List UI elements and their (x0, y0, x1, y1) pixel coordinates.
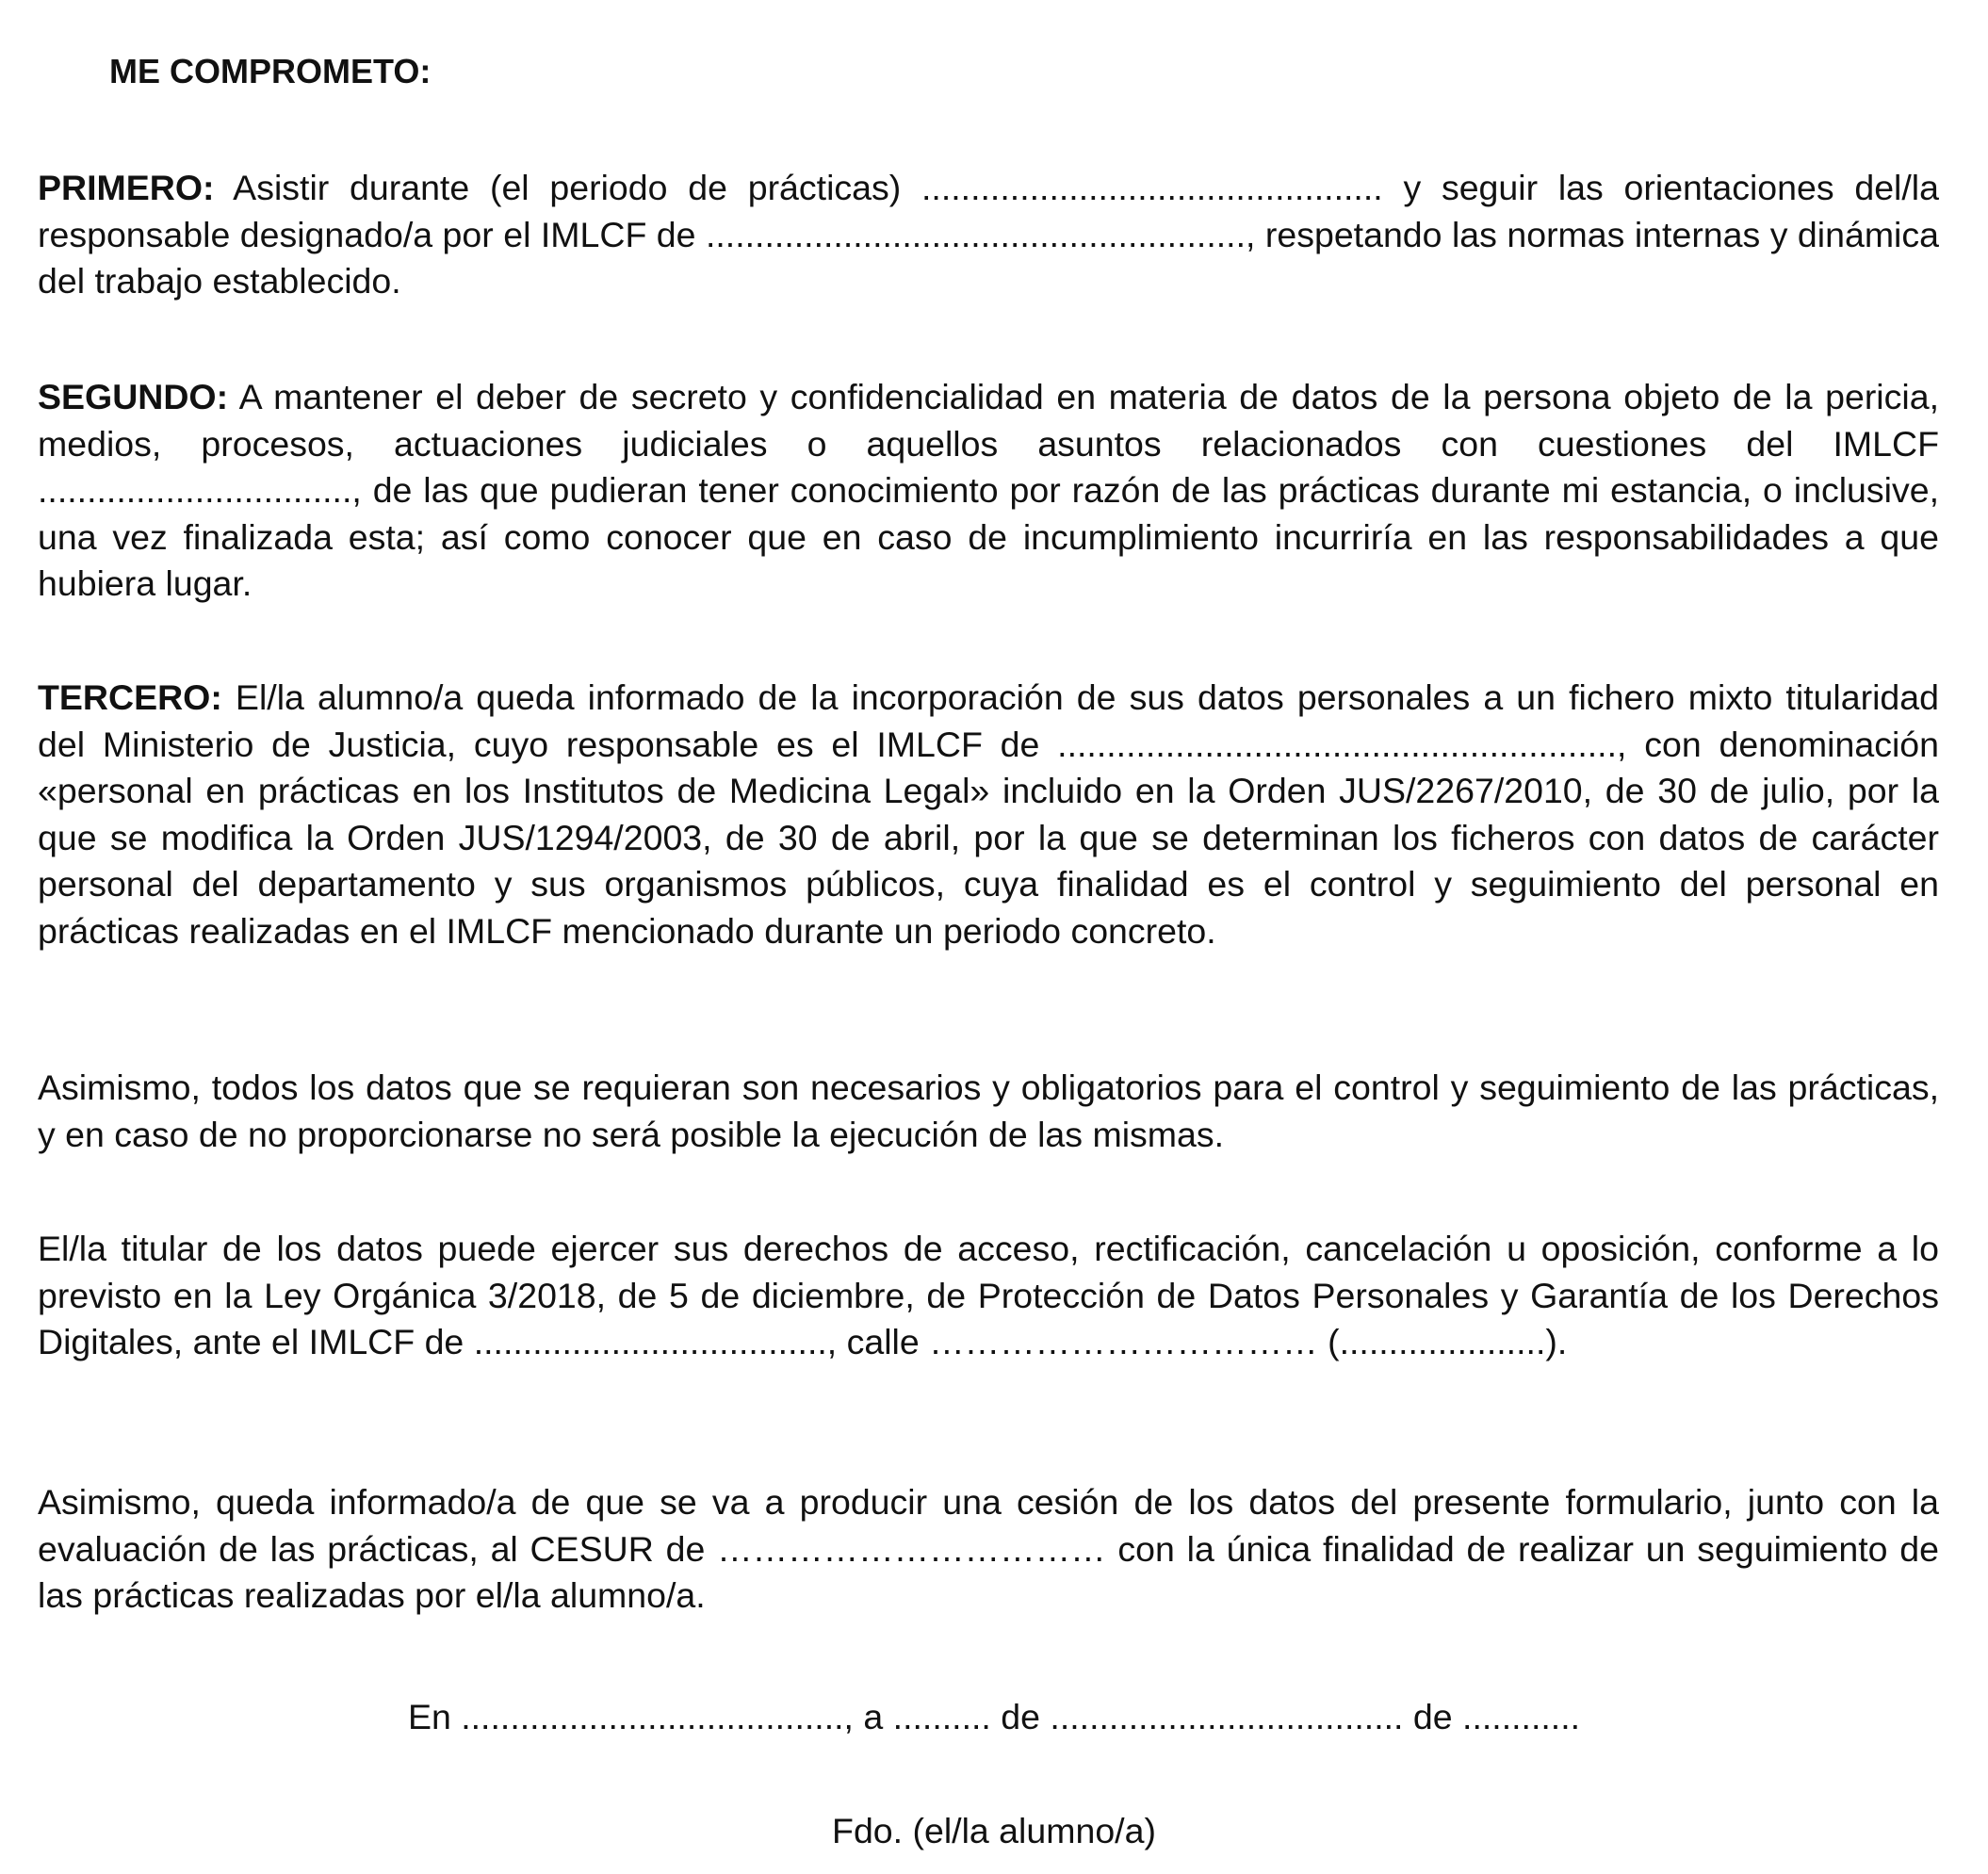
clause-tercero-label: TERCERO: (38, 677, 222, 717)
paragraph-asimismo-obligatorios: Asimismo, todos los datos que se requieran son necesarios y obligatorios para el control y seguimiento de las prácticas, y en caso de no proporcionarse no será posible la ejecución de las mismas. (38, 1067, 1939, 1154)
document-heading: ME COMPROMETO: (109, 52, 432, 90)
place-date-line: En ......................................., a .......... de .................................... de ............ (407, 1697, 1581, 1736)
clause-segundo (38, 374, 1939, 608)
clause-primero-label: PRIMERO: (38, 168, 215, 207)
clause-primero-text: Asistir durante (el periodo de prácticas) ............................................... y seguir las orientaciones del/la responsable designado/a por el IMLCF de ......................................................., respetando las normas internas y dinámica del trabajo establecido. (38, 168, 1939, 301)
clause-tercero-text: El/la alumno/a queda informado de la incorporación de sus datos personales a un fichero mixto titularidad del Ministerio de Justicia, cuyo responsable es el IMLCF de ........................................................., con denominación «personal en prácticas en los Institutos de Medicina Legal» incluido en la Orden JUS/2267/2010, de 30 de julio, por la que se modifica la Orden JUS/1294/2003, de 30 de abril, por la que se determinan los ficheros con datos de carácter personal del departamento y sus organismos públicos, cuya finalidad es el control y seguimiento del personal en prácticas realizadas en el IMLCF mencionado durante un periodo concreto. (38, 677, 1939, 951)
clause-primero (38, 165, 1939, 305)
signature-line: Fdo. (el/la alumno/a) (832, 1811, 1156, 1850)
clause-segundo-label: SEGUNDO: (38, 377, 229, 416)
clause-segundo-text: A mantener el deber de secreto y confidencialidad en materia de datos de la persona objeto de la pericia, medios, procesos, actuaciones judiciales o aquellos asuntos relacionados con cuestiones del IMLCF ................................, de las que pudieran tener conocimiento por razón de las prácticas durante mi estancia, o inclusive, una vez finalizada esta; así como conocer que en caso de incumplimiento incurriría en las responsabilidades a que hubiera lugar. (38, 377, 1939, 603)
clause-tercero (38, 675, 1939, 954)
paragraph-asimismo-cesion: Asimismo, queda informado/a de que se va a producir una cesión de los datos del presente formulario, junto con la evaluación de las prácticas, al CESUR de …………………………… con la única finalidad de realizar un seguimiento de las prácticas realizadas por el/la alumno/a. (38, 1482, 1939, 1615)
paragraph-derechos-titular: El/la titular de los datos puede ejercer sus derechos de acceso, rectificación, cancelación u oposición, conforme a lo previsto en la Ley Orgánica 3/2018, de 5 de diciembre, de Protección de Datos Personales y Garantía de los Derechos Digitales, ante el IMLCF de ...................................., calle …………………………… (.....................). (38, 1229, 1939, 1361)
